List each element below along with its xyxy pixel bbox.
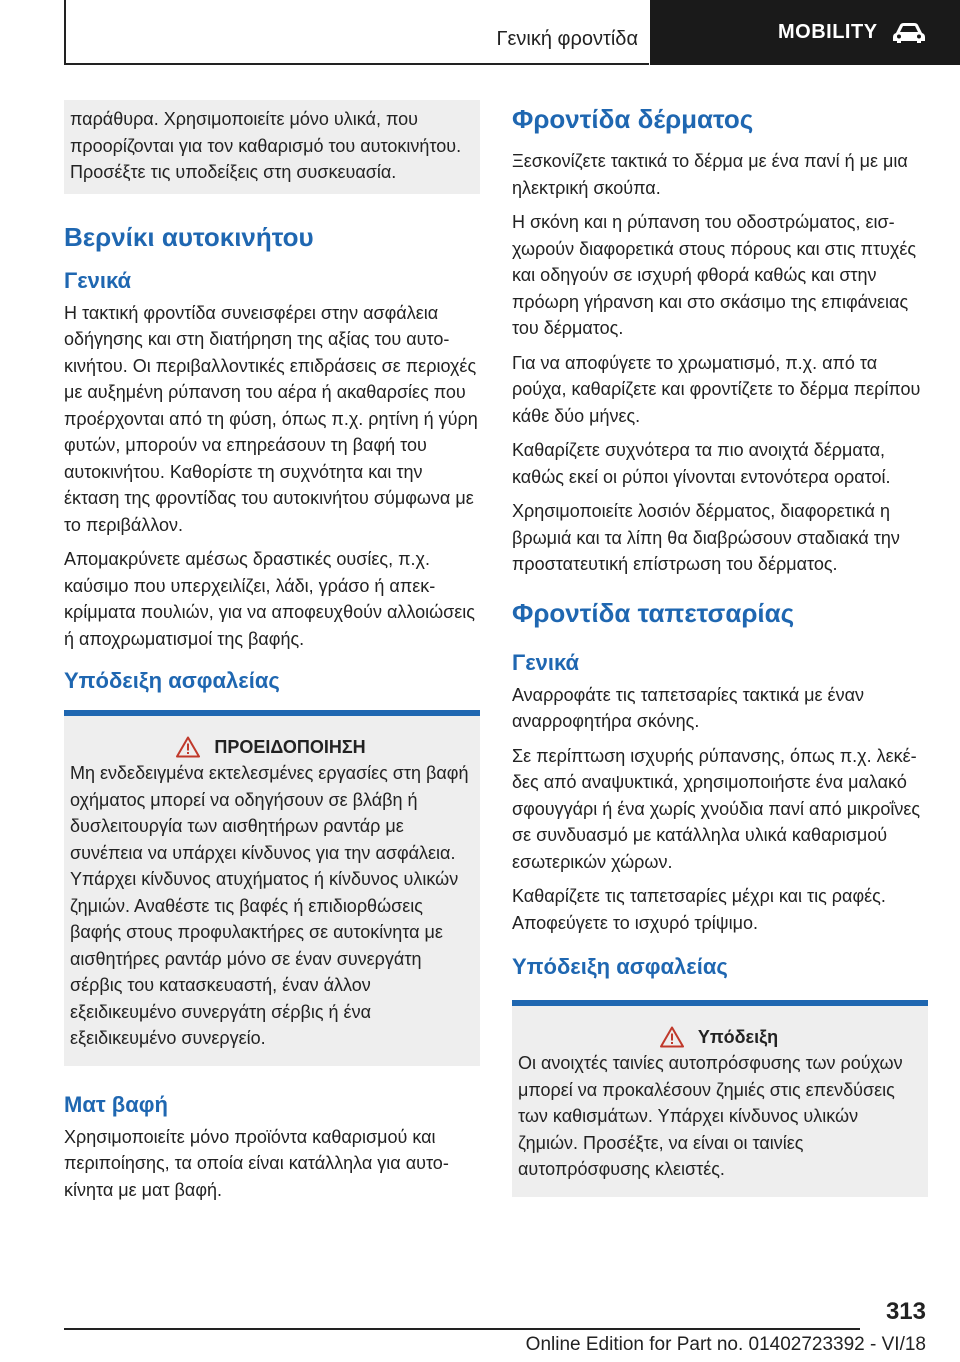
paragraph: Η σκόνη και η ρύπανση του οδοστρώματος, εισχωρούν διαφορετικά στους πόρους και στις πτυχές και οδηγούν σε ισχυρή φθορά καθώς και στην πρόωρη γήρανση και στο σκάσιμο της επιφάνειας του δέρματος.	[512, 212, 917, 338]
warning-text: Μη ενδεδειγμένα εκτελεσμένες εργασίες στη βαφή οχήματος μπορεί να οδηγήσουν σε βλάβη ή δυσλειτουργία των αισθητήρων ραντάρ με συνέπεια να υπάρχει κίνδυνος για την ασφάλεια. Υπάρχει κίνδυνος ατυχήματος ή κίνδυνος υλικών ζημιών. Αναθέστε τις βαφές ή επιδιορθώσεις βαφής στους προφυλακτήρες σε αυτοκίνητα με αισθητήρες ραντάρ μόνο σε έναν συνεργάτη σέρβις του κατασκευαστή, έναν άλλον εξειδικευμένο συνεργάτη σέρβις ή ένα εξειδικευμένο συνεργείο.	[70, 763, 469, 1048]
page-number: 313	[885, 1298, 926, 1325]
notice-text: Οι ανοιχτές ταινίες αυτοπρόσφυσης των ρούχων μπορεί να προκαλέσουν ζημιές στις επενδύσεις των καθισμάτων. Υπάρχει κίνδυνος υλικών ζημιών. Προσέξτε, να είναι οι ταινίες αυτοπρόσφυσης κλειστές.	[518, 1053, 903, 1179]
header-tab-label: MOBILITY	[778, 21, 878, 43]
warning-triangle-icon	[176, 736, 200, 758]
footer-rule	[64, 1328, 860, 1330]
notice-box	[512, 1000, 928, 1197]
heading-upholstery-care: Φροντίδα ταπετσαρίας	[512, 597, 795, 628]
header-rule-left	[64, 0, 66, 64]
heading-paint: Βερνίκι αυτοκινήτου	[64, 221, 314, 252]
paragraph: Σε περίπτωση ισχυρής ρύπανσης, όπως π.χ. λεκέδες από αναψυκτικά, χρησιμοποιήστε ένα μαλακό σφουγγάρι ή ένα χωρίς χνούδια πανί από μικροΐνες σε συνδυασμό με κατάλληλα υλικά καθαρισμού εσωτερικών χώρων.	[512, 745, 921, 872]
warning-box	[64, 710, 480, 1066]
intro-text: παράθυρα. Χρησιμοποιείτε μόνο υλικά, που προορίζονται για τον καθαρισμό του αυτοκινήτου. Προσέξτε τις υποδείξεις στη συσκευασία.	[70, 109, 462, 182]
warning-title: ΠΡΟΕΙΔΟΠΟΙΗΣΗ	[214, 736, 366, 757]
paragraph: Αναρροφάτε τις ταπετσαρίες τακτικά με έναν αναρροφητήρα σκόνης.	[512, 684, 864, 731]
heading-leather-care: Φροντίδα δέρματος	[512, 104, 754, 134]
paragraph: Χρησιμοποιείτε μόνο προϊόντα καθαρισμού και περιποίησης, τα οποία είναι κατάλληλα για αυτοκίνητα με ματ βαφή.	[64, 1126, 449, 1200]
notice-title-row	[518, 1026, 920, 1048]
header-mobility-tab	[650, 0, 960, 65]
left-column	[64, 100, 480, 1211]
notice-title: Υπόδειξη	[697, 1026, 779, 1047]
paragraph: Για να αποφύγετε το χρωματισμό, π.χ. από τα ρούχα, καθαρίζετε και φροντίζετε το δέρμα περίπου κάθε δύο μήνες.	[512, 352, 921, 426]
heading-matt-paint: Ματ βαφή	[64, 1091, 168, 1117]
paragraph: Χρησιμοποιείτε λοσιόν δέρματος, διαφορετικά η βρωμιά και τα λίπη θα διαβρώσουν σταδιακά την προστατευτική επίστρωση του δέρματος.	[512, 501, 900, 574]
paragraph: Καθαρίζετε συχνότερα τα πιο ανοιχτά δέρματα, καθώς εκεί οι ρύποι γίνονται εντονότερα ορατοί.	[512, 440, 891, 487]
intro-box	[64, 100, 480, 194]
header-section-title: Γενική φροντίδα	[496, 28, 638, 50]
paragraph: Καθαρίζετε τις ταπετσαρίες μέχρι και τις ραφές. Αποφεύγετε το ισχυρό τρίψιμο.	[512, 886, 886, 933]
right-column	[512, 100, 928, 1221]
footer-edition: Online Edition for Part no. 01402723392 - VI/18	[525, 1334, 926, 1355]
paragraph: Η τακτική φροντίδα συνεισφέρει στην ασφάλεια οδήγησης και στη διατήρηση της αξίας του αυτοκινήτου. Οι περιβαλλοντικές επιδράσεις σε περιοχές με αυξημένη ρύπανση του αέρα ή ακαθαρσίες που προέρχονται από τη φύση, όπως π.χ. ρητίνη ή γύρη φυτών, μπορούν να επηρεάσουν τη βαφή του αυτοκινήτου. Καθορίστε τη συχνότητα και την έκταση της φροντίδας του αυτοκινήτου σύμφωνα με το περιβάλλον.	[64, 302, 478, 535]
warning-triangle-icon	[660, 1026, 684, 1048]
car-icon	[890, 21, 928, 45]
paragraph: Ξεσκονίζετε τακτικά το δέρμα με ένα πανί ή με μια ηλεκτρική σκούπα.	[512, 151, 908, 198]
heading-safety: Υπόδειξη ασφαλείας	[512, 954, 728, 979]
warning-title-row	[70, 736, 472, 758]
heading-safety: Υπόδειξη ασφαλείας	[64, 668, 280, 693]
paragraph: Απομακρύνετε αμέσως δραστικές ουσίες, π.χ. καύσιμο που υπερχειλίζει, λάδι, γράσο ή απεκκρίμματα πουλιών, για να αποφευχθούν αλλοιώσεις ή αποχρωματισμοί της βαφής.	[64, 549, 475, 649]
heading-general: Γενικά	[64, 267, 132, 293]
header-rule-bottom	[64, 63, 649, 65]
heading-general: Γενικά	[512, 649, 580, 675]
